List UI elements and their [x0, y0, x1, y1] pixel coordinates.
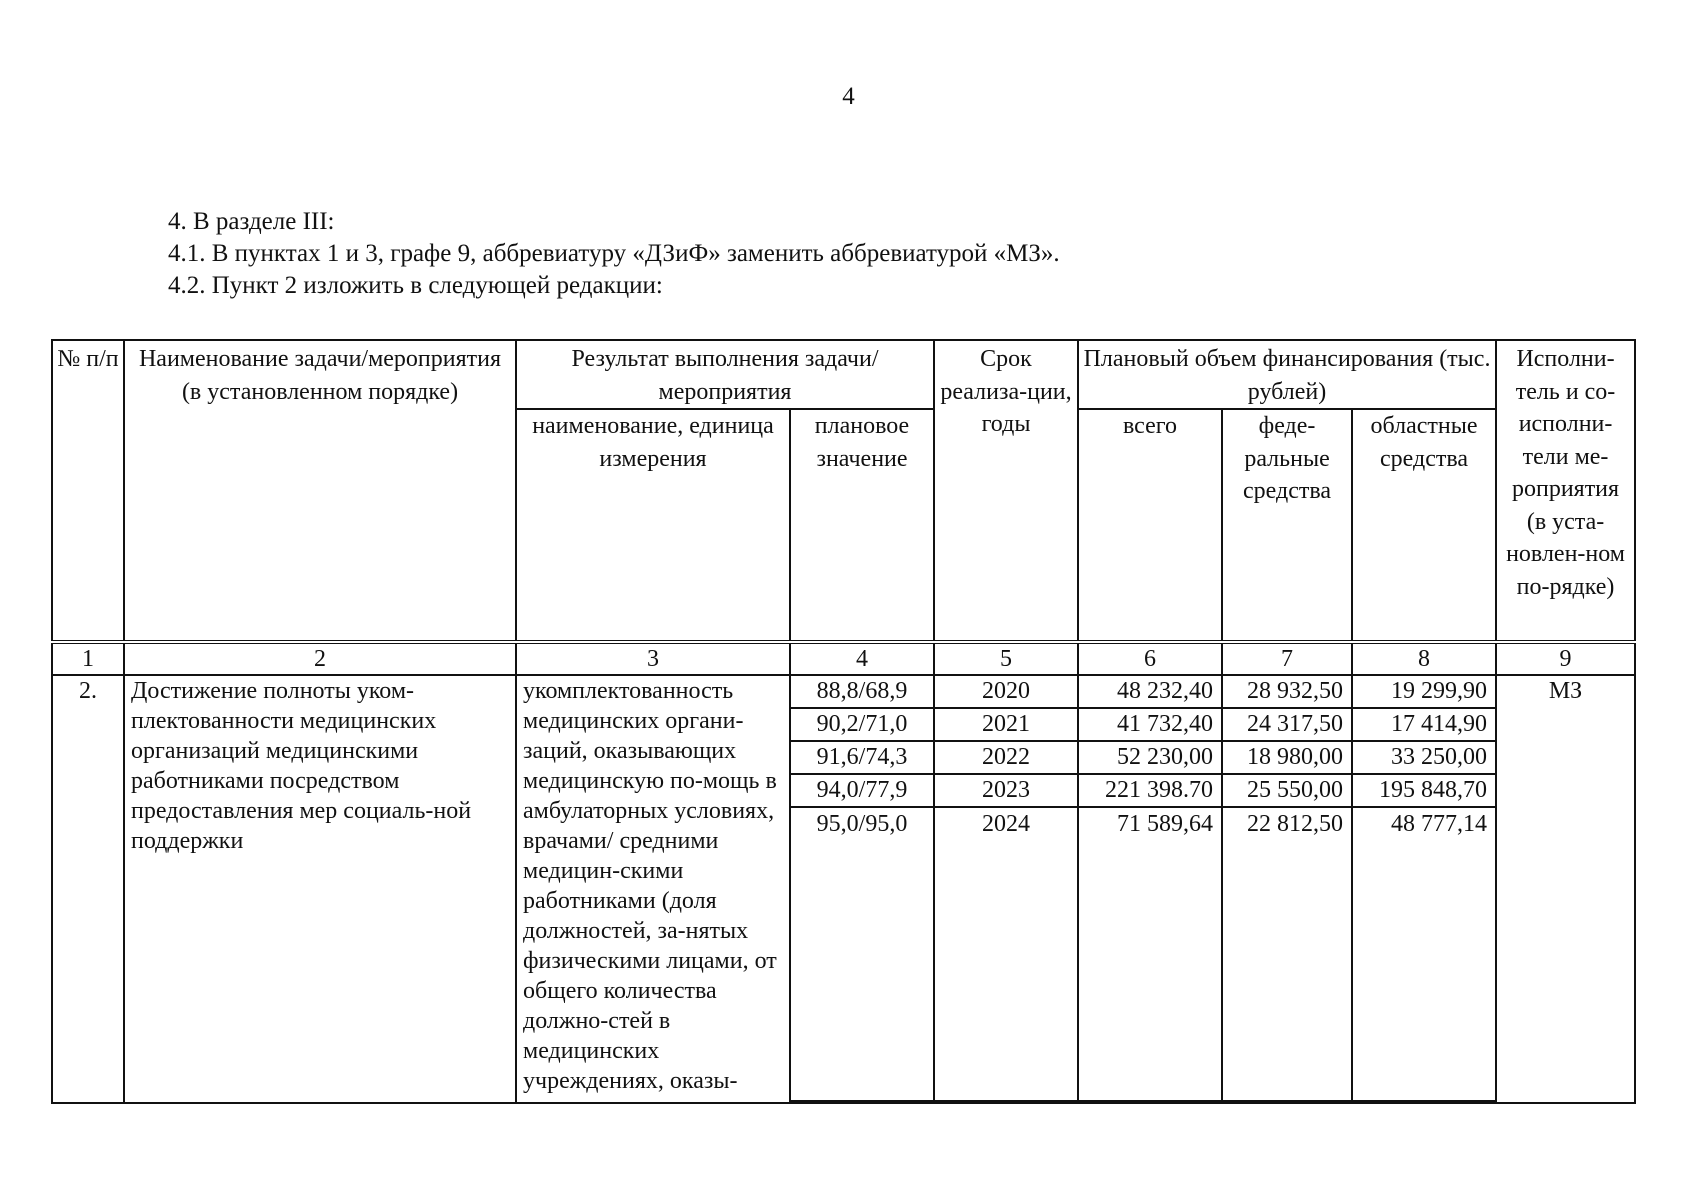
intro-text [168, 206, 1060, 302]
page-number: 4 [842, 83, 855, 110]
item-planned-value: 94,0/77,9 [790, 774, 934, 807]
header-result-name: наименование, единица измерения [516, 409, 790, 642]
header-executor: Исполни-тель и со-исполни-тели ме-роприятия (в уста-новлен-ном по-рядке) [1496, 340, 1635, 642]
intro-line-new-edition: 4.2. Пункт 2 изложить в следующей редакции: [168, 272, 663, 299]
item-funding-total: 52 230,00 [1078, 741, 1222, 774]
intro-line-replace-abbreviation: 4.1. В пунктах 1 и 3, графе 9, аббревиатуру «ДЗиФ» заменить аббревиатурой «МЗ». [168, 240, 1060, 267]
header-num: № п/п [52, 340, 124, 642]
item-planned-value: 90,2/71,0 [790, 708, 934, 741]
item-funding-total: 48 232,40 [1078, 675, 1222, 708]
header-funding: Плановый объем финансирования (тыс. рублей) [1078, 340, 1496, 409]
item-year: 2023 [934, 774, 1078, 807]
header-funding-federal: феде-ральные средства [1222, 409, 1352, 642]
item-funding-regional: 195 848,70 [1352, 774, 1496, 807]
item-year: 2020 [934, 675, 1078, 708]
table-header-row [52, 340, 1635, 409]
item-planned-value: 91,6/74,3 [790, 741, 934, 774]
item-funding-regional: 33 250,00 [1352, 741, 1496, 774]
item-funding-regional: 48 777,14 [1352, 807, 1496, 1101]
header-result-value: плановое значение [790, 409, 934, 642]
header-term: Срок реализа-ции, годы [934, 340, 1078, 642]
header-funding-regional: областные средства [1352, 409, 1496, 642]
item-planned-value: 95,0/95,0 [790, 807, 934, 1101]
column-number: 8 [1352, 642, 1496, 675]
column-number: 2 [124, 642, 516, 675]
column-number: 6 [1078, 642, 1222, 675]
item-task: Достижение полноты уком-плектованности медицинских организаций медицинскими работниками посредством предоставления мер социаль-ной поддержки [124, 675, 516, 1103]
intro-line-section: 4. В разделе III: [168, 208, 335, 235]
header-task: Наименование задачи/мероприятия (в установленном порядке) [124, 340, 516, 642]
column-number: 7 [1222, 642, 1352, 675]
item-planned-value: 88,8/68,9 [790, 675, 934, 708]
column-number: 3 [516, 642, 790, 675]
item-executor: МЗ [1496, 675, 1635, 1103]
item-year: 2022 [934, 741, 1078, 774]
item-funding-federal: 18 980,00 [1222, 741, 1352, 774]
column-number: 9 [1496, 642, 1635, 675]
item-num: 2. [52, 675, 124, 1103]
header-result: Результат выполнения задачи/мероприятия [516, 340, 934, 409]
activities-table [51, 339, 1636, 1104]
item-funding-regional: 19 299,90 [1352, 675, 1496, 708]
item-result-name: укомплектованность медицинских органи-заций, оказывающих медицинскую по-мощь в амбулаторных условиях, врачами/ средними медицин-скими работниками (доля должностей, за-нятых физическими лицами, от общего количества должно-стей в медицинских учреждениях, оказы- [516, 675, 790, 1103]
column-number: 1 [52, 642, 124, 675]
item-funding-federal: 24 317,50 [1222, 708, 1352, 741]
table-spacer-cell [790, 1101, 1496, 1103]
item-year: 2021 [934, 708, 1078, 741]
header-funding-total: всего [1078, 409, 1222, 642]
column-number: 5 [934, 642, 1078, 675]
column-number: 4 [790, 642, 934, 675]
item-year: 2024 [934, 807, 1078, 1101]
item-funding-federal: 25 550,00 [1222, 774, 1352, 807]
item-funding-federal: 28 932,50 [1222, 675, 1352, 708]
item-funding-regional: 17 414,90 [1352, 708, 1496, 741]
item-funding-total: 221 398.70 [1078, 774, 1222, 807]
item-funding-total: 41 732,40 [1078, 708, 1222, 741]
item-funding-federal: 22 812,50 [1222, 807, 1352, 1101]
table-row [52, 675, 1635, 708]
column-numbers-row [52, 642, 1635, 675]
item-funding-total: 71 589,64 [1078, 807, 1222, 1101]
